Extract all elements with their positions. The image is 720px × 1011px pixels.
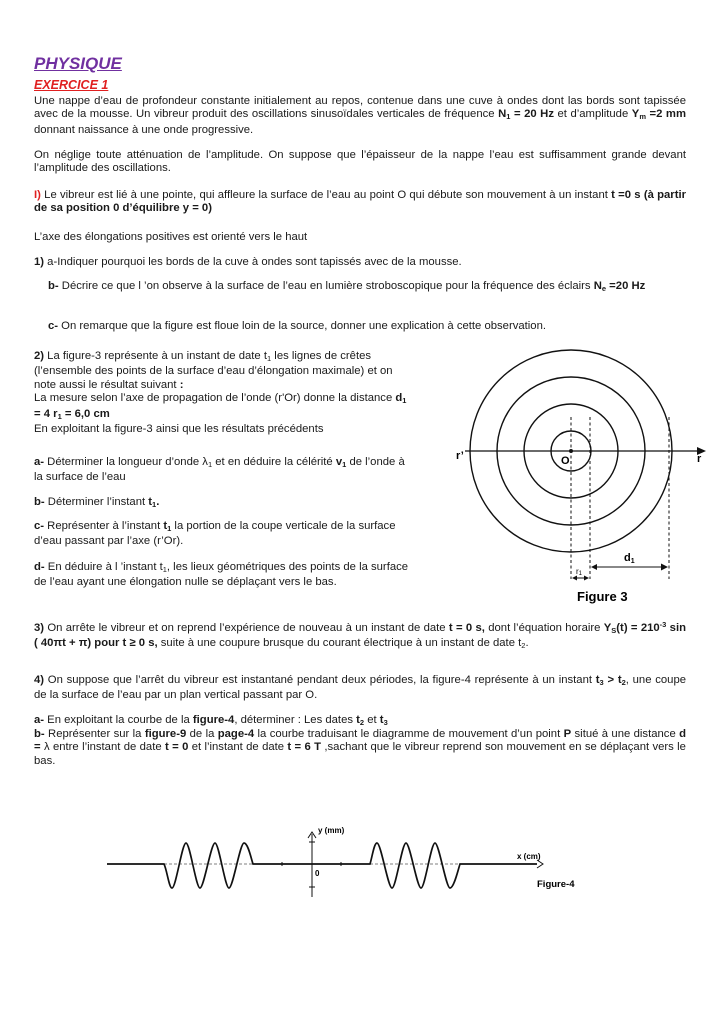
axis-orientation-text: L’axe des élongations positives est orienté vers le haut	[34, 231, 308, 243]
right-wave	[300, 843, 537, 888]
question-2-intro: 2) La figure-3 représente à un instant de date $t_1$ les lignes de crêtes (l’ensemble des points de la surface d’eau d’élongation maximale) et on note aussi le résultat suivant : La mesure selon l’axe de propagation de l’onde (r'Or) donne la distance $d_1 = 4$ $r_1 = 6,0$ cm En exploitant la figure-3 ainsi que les résultats précédents	[34, 350, 407, 436]
intro-paragraph: Une nappe d’eau de profondeur constante initialement au repos, contenue dans une cuve à ondes dont las bords sont tapissée avec de la mousse. Un vibreur produit des oscillations sinusoïdales verticales de fréquence $N_1 = 20$ Hz et d’amplitude $Y_m =2$ mm donnant naissance à une onde progressive.	[34, 95, 687, 136]
label-r-prime: r’	[456, 450, 464, 462]
question-2b: b- Déterminer l’instant $t_1$.	[34, 496, 160, 509]
attenuation-paragraph: On néglige toute atténuation de l’amplitude. On suppose que l’épaisseur de la nappe l’eau est suffisamment grande devant l’amplitude des oscillations.	[34, 149, 686, 175]
label-d1: d1	[624, 552, 635, 565]
figure-4-diagram	[100, 820, 600, 910]
question-2c: c- Représenter à l’instant $t_1$ la portion de la coupe verticale de la surface d’eau passant par l’axe (r’Or).	[34, 520, 396, 548]
question-4b: b- Représenter sur la figure-9 de la page-4 la courbe traduisant le diagramme de mouvement d’un point P situé à une distance d = λ entre l’instant de date t = 0 et l’instant de date t = 6 T ,sachant que le vibreur reprend son mouvement en se déplaçant vers le bas.	[34, 728, 687, 767]
label-origin: O	[561, 455, 570, 467]
figure-3-diagram	[440, 340, 720, 610]
exercise-heading: EXERCICE 1	[34, 78, 109, 92]
x-axis-label: x (cm)	[517, 852, 541, 861]
label-r1: r1	[576, 567, 583, 577]
figure-3-caption: Figure 3	[577, 589, 628, 604]
question-3: 3) On arrête le vibreur et on reprend l’expérience de nouveau à un instant de date t = 0 s, dont l’équation horaire $Y_S(t) = 210^{-3}$ sin ( 40πt + π) pour t ≥ 0 s, suite à une coupure brusque du courant électrique à un instant de date $t_2$.	[34, 620, 686, 651]
subject-heading: PHYSIQUE	[34, 54, 122, 73]
y-axis-label: y (mm)	[318, 826, 345, 835]
question-1a: 1) a-Indiquer pourquoi les bords de la cuve à ondes sont tapissés avec de la mousse.	[34, 256, 462, 268]
part-one-paragraph: I) Le vibreur est lié à une pointe, qui affleure la surface de l’eau au point O qui débute son mouvement à un instant t =0 s (à partir de sa position 0 d’équilibre y = 0)	[34, 189, 686, 215]
question-4-intro: 4) On suppose que l’arrêt du vibreur est instantané pendant deux périodes, la figure-4 représente à un instant $t_3 > t_2$, une coupe de la surface de l’eau par un plan vertical passant par O.	[34, 674, 687, 702]
question-2a: a- Déterminer la longueur d’onde $\lambda_1$ et en déduire la célérité $v_1$ de l’onde à la surface de l’eau	[34, 456, 405, 484]
label-r: r	[697, 453, 702, 465]
left-wave	[107, 843, 300, 888]
question-4a: a- En exploitant la courbe de la figure-4, déterminer : Les dates $t_2$ et $t_3$	[34, 714, 388, 727]
figure-4-caption: Figure-4	[537, 879, 575, 890]
x-axis-arrow-icon	[537, 860, 543, 868]
question-1c: c- On remarque que la figure est floue loin de la source, donner une explication à cette observation.	[48, 320, 546, 332]
question-1b: b- Décrire ce que l ’on observe à la surface de l’eau en lumière stroboscopique pour la fréquence des éclairs $N_e =20$ Hz	[48, 280, 646, 293]
origin-label: 0	[315, 869, 320, 878]
question-2d: d- En déduire à l ’instant $t_1$, les lieux géométriques des points de la surface de l’eau ayant une élongation nulle se déplaçant vers le bas.	[34, 561, 409, 589]
